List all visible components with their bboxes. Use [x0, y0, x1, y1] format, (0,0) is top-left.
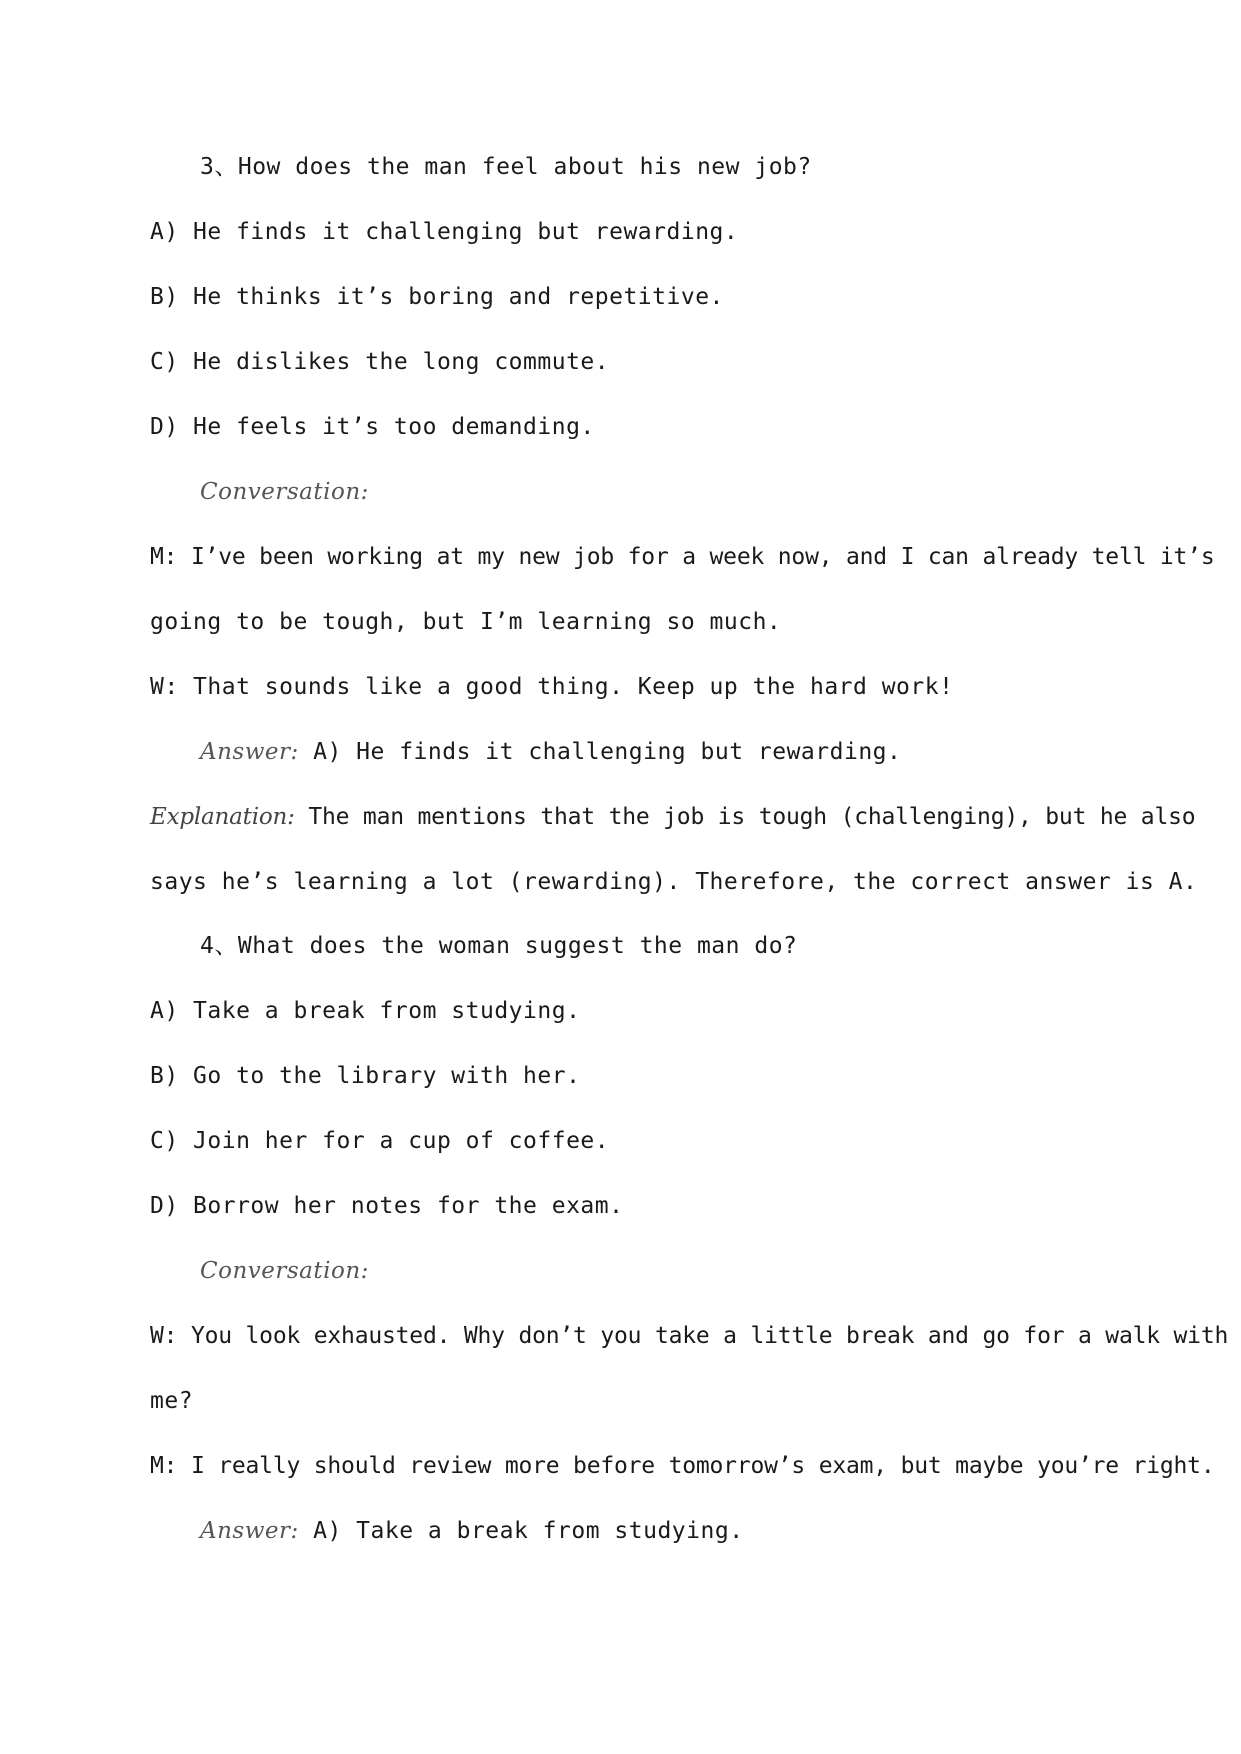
q3-conversation-label: Conversation:	[200, 479, 369, 505]
q4-answer-label: Answer:	[200, 1518, 299, 1544]
q4-conversation-line-1: W: You look exhausted. Why don’t you take a little break and go for a walk with	[150, 1323, 1229, 1349]
q4-conversation-line-3: M: I really should review more before tomorrow’s exam, but maybe you’re right.	[150, 1453, 1215, 1479]
question-4: 4、What does the woman suggest the man do?	[200, 933, 798, 959]
q3-explanation-text-1: The man mentions that the job is tough (challenging), but he also	[294, 804, 1196, 830]
q3-conversation-line-1: M: I’ve been working at my new job for a week now, and I can already tell it’s	[150, 544, 1215, 570]
q4-option-d: D) Borrow her notes for the exam.	[150, 1193, 624, 1219]
q3-option-c: C) He dislikes the long commute.	[150, 349, 610, 375]
q3-answer-label: Answer:	[200, 739, 299, 765]
q3-conversation-line-3: W: That sounds like a good thing. Keep up the hard work!	[150, 674, 954, 700]
q4-conversation-line-2: me?	[150, 1388, 194, 1414]
q3-answer	[200, 737, 1160, 767]
question-3: 3、How does the man feel about his new job?	[200, 154, 812, 180]
q4-option-b: B) Go to the library with her.	[150, 1063, 581, 1089]
q4-option-c: C) Join her for a cup of coffee.	[150, 1128, 610, 1154]
q3-explanation-line-1	[150, 802, 1196, 832]
q3-option-b: B) He thinks it’s boring and repetitive.	[150, 284, 724, 310]
q3-option-a: A) He finds it challenging but rewarding.	[150, 219, 739, 245]
q3-explanation-line-2: says he’s learning a lot (rewarding). Therefore, the correct answer is A.	[150, 869, 1198, 895]
q4-answer-text: A) Take a break from studying.	[298, 1518, 744, 1544]
q4-conversation-label: Conversation:	[200, 1258, 369, 1284]
q3-conversation-line-2: going to be tough, but I’m learning so much.	[150, 609, 782, 635]
q4-answer	[200, 1516, 1160, 1546]
q3-option-d: D) He feels it’s too demanding.	[150, 414, 595, 440]
q4-option-a: A) Take a break from studying.	[150, 998, 581, 1024]
q3-explanation-label: Explanation:	[150, 804, 295, 830]
q3-answer-text: A) He finds it challenging but rewarding.	[298, 739, 902, 765]
